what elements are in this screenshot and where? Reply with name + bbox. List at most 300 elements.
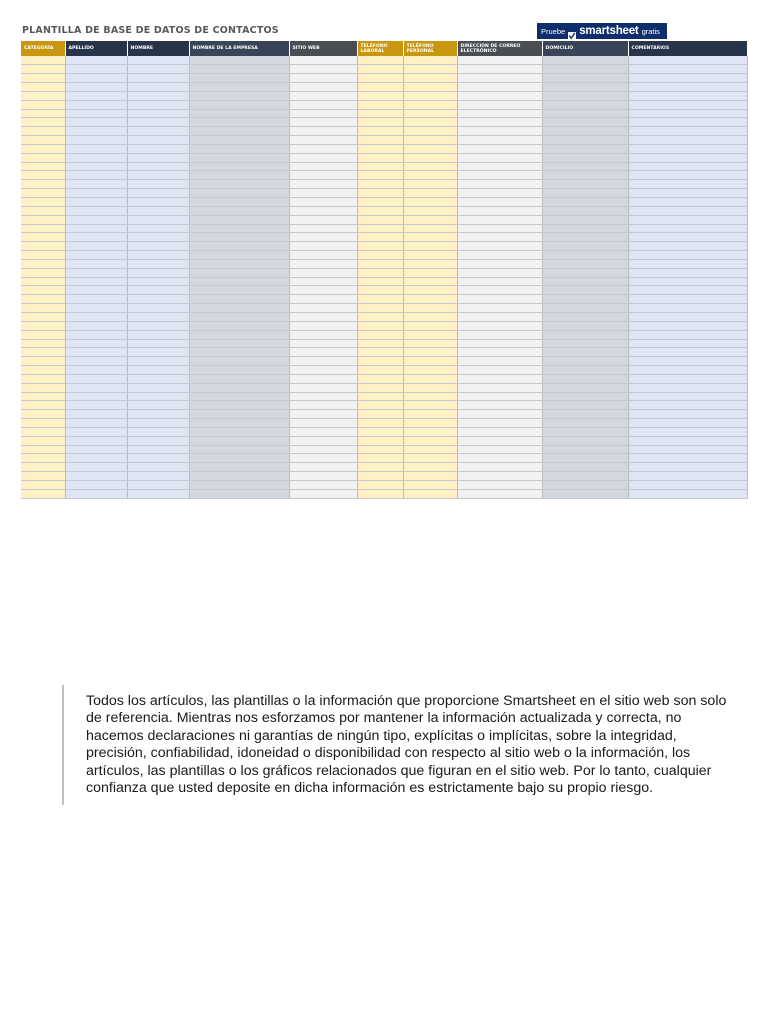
table-cell[interactable] <box>403 198 457 207</box>
table-cell[interactable] <box>65 259 127 268</box>
table-cell[interactable] <box>127 489 189 498</box>
table-cell[interactable] <box>542 286 628 295</box>
table-cell[interactable] <box>628 330 747 339</box>
table-cell[interactable] <box>457 65 542 74</box>
table-cell[interactable] <box>542 251 628 260</box>
table-cell[interactable] <box>457 215 542 224</box>
table-cell[interactable] <box>628 65 747 74</box>
table-cell[interactable] <box>357 321 403 330</box>
table-cell[interactable] <box>357 233 403 242</box>
table-cell[interactable] <box>65 215 127 224</box>
table-cell[interactable] <box>403 357 457 366</box>
table-cell[interactable] <box>542 74 628 83</box>
table-cell[interactable] <box>127 65 189 74</box>
table-cell[interactable] <box>65 65 127 74</box>
table-cell[interactable] <box>65 118 127 127</box>
table-cell[interactable] <box>357 392 403 401</box>
table-cell[interactable] <box>357 118 403 127</box>
table-cell[interactable] <box>289 206 357 215</box>
table-cell[interactable] <box>542 312 628 321</box>
table-cell[interactable] <box>357 454 403 463</box>
table-cell[interactable] <box>457 162 542 171</box>
table-cell[interactable] <box>542 463 628 472</box>
table-cell[interactable] <box>189 481 289 490</box>
table-cell[interactable] <box>21 189 65 198</box>
table-cell[interactable] <box>628 427 747 436</box>
table-cell[interactable] <box>542 136 628 145</box>
table-cell[interactable] <box>289 348 357 357</box>
table-cell[interactable] <box>65 445 127 454</box>
table-cell[interactable] <box>542 454 628 463</box>
table-cell[interactable] <box>65 74 127 83</box>
table-cell[interactable] <box>65 56 127 65</box>
table-cell[interactable] <box>542 180 628 189</box>
table-cell[interactable] <box>289 339 357 348</box>
table-cell[interactable] <box>21 348 65 357</box>
table-cell[interactable] <box>21 83 65 92</box>
table-cell[interactable] <box>189 259 289 268</box>
table-cell[interactable] <box>628 189 747 198</box>
table-cell[interactable] <box>65 268 127 277</box>
table-cell[interactable] <box>357 374 403 383</box>
table-cell[interactable] <box>542 162 628 171</box>
table-cell[interactable] <box>189 454 289 463</box>
table-cell[interactable] <box>289 374 357 383</box>
table-cell[interactable] <box>357 436 403 445</box>
table-cell[interactable] <box>189 383 289 392</box>
table-cell[interactable] <box>189 401 289 410</box>
table-cell[interactable] <box>403 251 457 260</box>
table-cell[interactable] <box>21 259 65 268</box>
table-cell[interactable] <box>189 144 289 153</box>
table-cell[interactable] <box>628 233 747 242</box>
table-cell[interactable] <box>127 330 189 339</box>
table-cell[interactable] <box>357 56 403 65</box>
table-cell[interactable] <box>289 401 357 410</box>
table-cell[interactable] <box>189 304 289 313</box>
table-cell[interactable] <box>357 109 403 118</box>
table-cell[interactable] <box>189 224 289 233</box>
table-cell[interactable] <box>628 136 747 145</box>
table-cell[interactable] <box>403 162 457 171</box>
table-cell[interactable] <box>189 127 289 136</box>
table-cell[interactable] <box>21 427 65 436</box>
table-cell[interactable] <box>189 472 289 481</box>
table-cell[interactable] <box>457 304 542 313</box>
table-cell[interactable] <box>357 427 403 436</box>
table-cell[interactable] <box>357 481 403 490</box>
table-cell[interactable] <box>457 233 542 242</box>
table-cell[interactable] <box>403 401 457 410</box>
table-cell[interactable] <box>542 427 628 436</box>
table-cell[interactable] <box>457 436 542 445</box>
table-cell[interactable] <box>289 100 357 109</box>
table-cell[interactable] <box>628 410 747 419</box>
table-cell[interactable] <box>628 454 747 463</box>
table-cell[interactable] <box>21 74 65 83</box>
table-cell[interactable] <box>457 224 542 233</box>
table-cell[interactable] <box>542 357 628 366</box>
table-cell[interactable] <box>127 401 189 410</box>
table-cell[interactable] <box>542 242 628 251</box>
table-cell[interactable] <box>189 74 289 83</box>
table-cell[interactable] <box>65 295 127 304</box>
table-cell[interactable] <box>127 472 189 481</box>
table-cell[interactable] <box>628 268 747 277</box>
table-cell[interactable] <box>542 295 628 304</box>
table-cell[interactable] <box>127 144 189 153</box>
table-cell[interactable] <box>127 189 189 198</box>
table-cell[interactable] <box>127 419 189 428</box>
table-cell[interactable] <box>65 251 127 260</box>
table-cell[interactable] <box>65 91 127 100</box>
table-cell[interactable] <box>127 436 189 445</box>
table-cell[interactable] <box>65 277 127 286</box>
table-cell[interactable] <box>65 463 127 472</box>
table-cell[interactable] <box>403 419 457 428</box>
table-cell[interactable] <box>628 259 747 268</box>
table-cell[interactable] <box>65 153 127 162</box>
table-cell[interactable] <box>189 357 289 366</box>
table-cell[interactable] <box>21 481 65 490</box>
table-cell[interactable] <box>289 383 357 392</box>
table-cell[interactable] <box>628 162 747 171</box>
table-cell[interactable] <box>127 127 189 136</box>
table-cell[interactable] <box>189 56 289 65</box>
table-cell[interactable] <box>542 268 628 277</box>
table-cell[interactable] <box>457 277 542 286</box>
table-cell[interactable] <box>189 242 289 251</box>
table-cell[interactable] <box>65 224 127 233</box>
table-cell[interactable] <box>21 472 65 481</box>
table-cell[interactable] <box>65 286 127 295</box>
table-cell[interactable] <box>403 321 457 330</box>
table-cell[interactable] <box>289 427 357 436</box>
table-cell[interactable] <box>65 454 127 463</box>
table-cell[interactable] <box>357 74 403 83</box>
table-cell[interactable] <box>542 100 628 109</box>
table-cell[interactable] <box>403 242 457 251</box>
table-cell[interactable] <box>65 436 127 445</box>
table-cell[interactable] <box>127 445 189 454</box>
table-cell[interactable] <box>542 171 628 180</box>
table-cell[interactable] <box>457 454 542 463</box>
table-cell[interactable] <box>628 153 747 162</box>
table-cell[interactable] <box>542 259 628 268</box>
table-cell[interactable] <box>542 392 628 401</box>
table-cell[interactable] <box>127 83 189 92</box>
table-cell[interactable] <box>65 144 127 153</box>
table-cell[interactable] <box>189 91 289 100</box>
table-cell[interactable] <box>189 162 289 171</box>
table-cell[interactable] <box>542 91 628 100</box>
table-cell[interactable] <box>65 330 127 339</box>
table-cell[interactable] <box>127 153 189 162</box>
table-cell[interactable] <box>628 215 747 224</box>
table-cell[interactable] <box>628 295 747 304</box>
table-cell[interactable] <box>403 330 457 339</box>
table-cell[interactable] <box>542 383 628 392</box>
table-cell[interactable] <box>189 330 289 339</box>
table-cell[interactable] <box>542 401 628 410</box>
table-cell[interactable] <box>65 100 127 109</box>
table-cell[interactable] <box>21 339 65 348</box>
table-cell[interactable] <box>357 100 403 109</box>
table-cell[interactable] <box>289 259 357 268</box>
table-cell[interactable] <box>189 419 289 428</box>
table-cell[interactable] <box>628 304 747 313</box>
table-cell[interactable] <box>457 242 542 251</box>
table-cell[interactable] <box>21 56 65 65</box>
table-cell[interactable] <box>21 454 65 463</box>
table-cell[interactable] <box>403 445 457 454</box>
table-cell[interactable] <box>628 445 747 454</box>
table-cell[interactable] <box>542 366 628 375</box>
table-cell[interactable] <box>127 109 189 118</box>
table-cell[interactable] <box>289 215 357 224</box>
table-cell[interactable] <box>357 366 403 375</box>
table-cell[interactable] <box>189 109 289 118</box>
table-cell[interactable] <box>457 410 542 419</box>
table-cell[interactable] <box>289 312 357 321</box>
table-cell[interactable] <box>457 348 542 357</box>
table-cell[interactable] <box>21 144 65 153</box>
table-cell[interactable] <box>289 224 357 233</box>
table-cell[interactable] <box>65 357 127 366</box>
table-cell[interactable] <box>628 321 747 330</box>
table-cell[interactable] <box>21 330 65 339</box>
table-cell[interactable] <box>457 489 542 498</box>
table-cell[interactable] <box>457 463 542 472</box>
table-cell[interactable] <box>403 153 457 162</box>
table-cell[interactable] <box>127 383 189 392</box>
table-cell[interactable] <box>357 286 403 295</box>
table-cell[interactable] <box>21 410 65 419</box>
table-cell[interactable] <box>21 374 65 383</box>
table-cell[interactable] <box>457 401 542 410</box>
table-cell[interactable] <box>21 366 65 375</box>
table-cell[interactable] <box>127 268 189 277</box>
table-cell[interactable] <box>628 180 747 189</box>
table-cell[interactable] <box>127 171 189 180</box>
table-cell[interactable] <box>21 242 65 251</box>
table-cell[interactable] <box>403 348 457 357</box>
table-cell[interactable] <box>289 304 357 313</box>
table-cell[interactable] <box>357 144 403 153</box>
table-cell[interactable] <box>127 233 189 242</box>
table-cell[interactable] <box>189 215 289 224</box>
table-cell[interactable] <box>65 127 127 136</box>
table-cell[interactable] <box>403 436 457 445</box>
table-cell[interactable] <box>357 91 403 100</box>
table-cell[interactable] <box>21 198 65 207</box>
table-cell[interactable] <box>21 118 65 127</box>
table-cell[interactable] <box>628 277 747 286</box>
table-cell[interactable] <box>403 304 457 313</box>
table-cell[interactable] <box>403 481 457 490</box>
table-cell[interactable] <box>457 339 542 348</box>
table-cell[interactable] <box>127 91 189 100</box>
table-cell[interactable] <box>457 383 542 392</box>
table-cell[interactable] <box>127 304 189 313</box>
table-cell[interactable] <box>289 83 357 92</box>
table-cell[interactable] <box>457 100 542 109</box>
table-cell[interactable] <box>457 91 542 100</box>
table-cell[interactable] <box>357 136 403 145</box>
table-cell[interactable] <box>403 56 457 65</box>
table-cell[interactable] <box>189 366 289 375</box>
table-cell[interactable] <box>189 392 289 401</box>
table-cell[interactable] <box>357 401 403 410</box>
table-cell[interactable] <box>403 91 457 100</box>
table-cell[interactable] <box>457 118 542 127</box>
table-cell[interactable] <box>65 383 127 392</box>
table-cell[interactable] <box>628 357 747 366</box>
table-cell[interactable] <box>189 251 289 260</box>
table-cell[interactable] <box>289 242 357 251</box>
table-cell[interactable] <box>127 136 189 145</box>
table-cell[interactable] <box>127 392 189 401</box>
table-cell[interactable] <box>65 481 127 490</box>
table-cell[interactable] <box>403 171 457 180</box>
table-cell[interactable] <box>542 144 628 153</box>
table-cell[interactable] <box>628 481 747 490</box>
table-cell[interactable] <box>21 312 65 321</box>
table-cell[interactable] <box>189 489 289 498</box>
table-cell[interactable] <box>403 454 457 463</box>
table-cell[interactable] <box>65 312 127 321</box>
table-cell[interactable] <box>403 392 457 401</box>
table-cell[interactable] <box>628 109 747 118</box>
table-cell[interactable] <box>542 127 628 136</box>
table-cell[interactable] <box>21 136 65 145</box>
table-cell[interactable] <box>542 330 628 339</box>
table-cell[interactable] <box>289 189 357 198</box>
table-cell[interactable] <box>21 445 65 454</box>
table-cell[interactable] <box>289 454 357 463</box>
table-cell[interactable] <box>457 198 542 207</box>
table-cell[interactable] <box>289 330 357 339</box>
table-cell[interactable] <box>289 392 357 401</box>
table-cell[interactable] <box>403 268 457 277</box>
table-cell[interactable] <box>127 100 189 109</box>
table-cell[interactable] <box>21 109 65 118</box>
table-cell[interactable] <box>289 410 357 419</box>
table-cell[interactable] <box>289 233 357 242</box>
table-cell[interactable] <box>403 286 457 295</box>
table-cell[interactable] <box>189 339 289 348</box>
table-cell[interactable] <box>189 312 289 321</box>
table-cell[interactable] <box>127 348 189 357</box>
table-cell[interactable] <box>403 472 457 481</box>
table-cell[interactable] <box>403 144 457 153</box>
table-cell[interactable] <box>542 153 628 162</box>
table-cell[interactable] <box>189 136 289 145</box>
table-cell[interactable] <box>628 171 747 180</box>
table-cell[interactable] <box>189 427 289 436</box>
table-cell[interactable] <box>65 339 127 348</box>
table-cell[interactable] <box>403 339 457 348</box>
table-cell[interactable] <box>542 436 628 445</box>
table-cell[interactable] <box>628 463 747 472</box>
table-cell[interactable] <box>542 410 628 419</box>
table-cell[interactable] <box>457 189 542 198</box>
table-cell[interactable] <box>21 224 65 233</box>
table-cell[interactable] <box>457 180 542 189</box>
table-cell[interactable] <box>357 295 403 304</box>
table-cell[interactable] <box>403 109 457 118</box>
table-cell[interactable] <box>127 277 189 286</box>
table-cell[interactable] <box>189 268 289 277</box>
table-cell[interactable] <box>21 206 65 215</box>
table-cell[interactable] <box>628 348 747 357</box>
table-cell[interactable] <box>357 259 403 268</box>
table-cell[interactable] <box>628 127 747 136</box>
table-cell[interactable] <box>542 118 628 127</box>
table-cell[interactable] <box>189 436 289 445</box>
table-cell[interactable] <box>357 472 403 481</box>
table-cell[interactable] <box>189 410 289 419</box>
table-cell[interactable] <box>457 74 542 83</box>
table-cell[interactable] <box>457 330 542 339</box>
table-cell[interactable] <box>189 348 289 357</box>
table-cell[interactable] <box>357 224 403 233</box>
table-cell[interactable] <box>457 171 542 180</box>
table-cell[interactable] <box>189 83 289 92</box>
table-cell[interactable] <box>542 348 628 357</box>
table-cell[interactable] <box>628 56 747 65</box>
table-cell[interactable] <box>65 427 127 436</box>
table-cell[interactable] <box>357 348 403 357</box>
table-cell[interactable] <box>357 463 403 472</box>
table-cell[interactable] <box>65 180 127 189</box>
table-cell[interactable] <box>127 410 189 419</box>
table-cell[interactable] <box>289 472 357 481</box>
table-cell[interactable] <box>542 189 628 198</box>
table-cell[interactable] <box>127 206 189 215</box>
table-cell[interactable] <box>289 251 357 260</box>
table-cell[interactable] <box>289 198 357 207</box>
table-cell[interactable] <box>127 198 189 207</box>
table-cell[interactable] <box>357 83 403 92</box>
table-cell[interactable] <box>289 171 357 180</box>
table-cell[interactable] <box>65 366 127 375</box>
table-cell[interactable] <box>457 312 542 321</box>
table-cell[interactable] <box>542 198 628 207</box>
table-cell[interactable] <box>628 436 747 445</box>
table-cell[interactable] <box>628 286 747 295</box>
table-cell[interactable] <box>542 206 628 215</box>
table-cell[interactable] <box>289 489 357 498</box>
table-cell[interactable] <box>457 136 542 145</box>
table-cell[interactable] <box>127 374 189 383</box>
table-cell[interactable] <box>403 180 457 189</box>
table-cell[interactable] <box>289 286 357 295</box>
table-cell[interactable] <box>189 295 289 304</box>
table-cell[interactable] <box>403 136 457 145</box>
table-cell[interactable] <box>65 233 127 242</box>
table-cell[interactable] <box>189 277 289 286</box>
table-cell[interactable] <box>357 242 403 251</box>
table-cell[interactable] <box>403 215 457 224</box>
table-cell[interactable] <box>21 233 65 242</box>
table-cell[interactable] <box>403 100 457 109</box>
table-cell[interactable] <box>289 118 357 127</box>
table-cell[interactable] <box>21 401 65 410</box>
table-cell[interactable] <box>127 162 189 171</box>
table-cell[interactable] <box>127 321 189 330</box>
table-cell[interactable] <box>289 74 357 83</box>
